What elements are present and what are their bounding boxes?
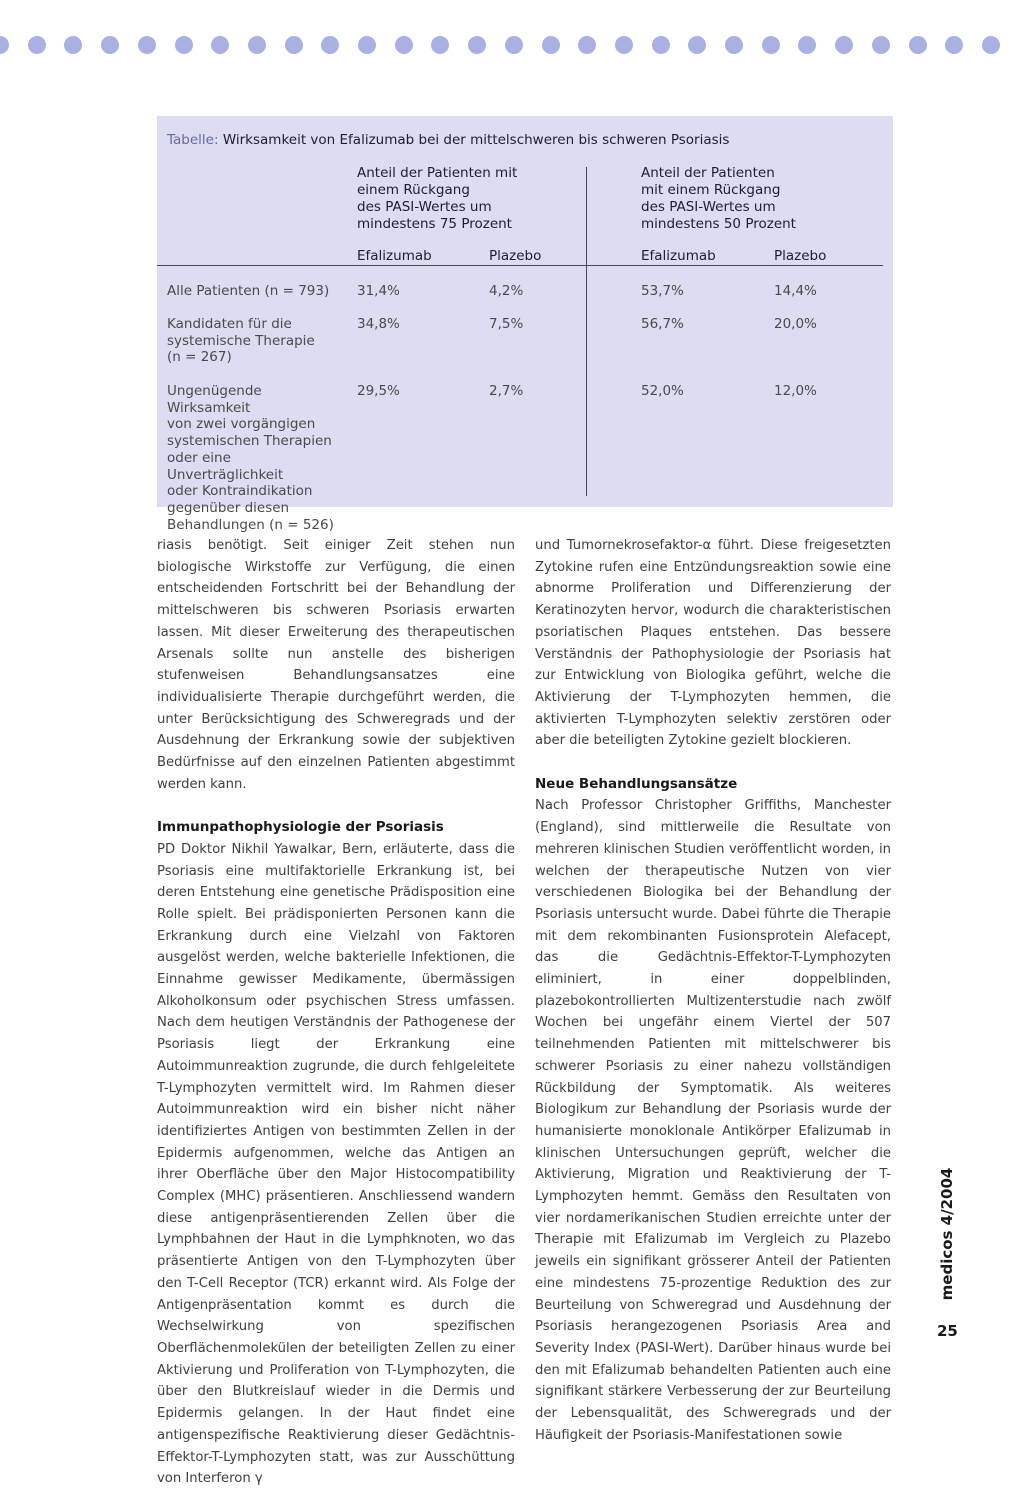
article-column-left: [157, 535, 515, 1490]
decorative-dot: [211, 36, 229, 54]
journal-issue-text: medicos 4/2004: [938, 1167, 956, 1301]
cell-value: 34,8%: [357, 316, 400, 332]
cell-value: 14,4%: [774, 283, 817, 299]
subheader-efalizumab-50: Efalizumab: [641, 248, 716, 264]
row-label-insufficient-efficacy: [167, 383, 347, 533]
group-header-line: des PASI-Wertes um: [641, 199, 776, 215]
group-header-pasi50: [641, 165, 796, 233]
subheader-plazebo-75: Plazebo: [489, 248, 542, 264]
decorative-dot: [542, 36, 560, 54]
decorative-dot: [725, 36, 743, 54]
group-header-line: mindestens 50 Prozent: [641, 216, 796, 232]
table-caption-label: Tabelle:: [167, 132, 219, 148]
row-label-line: gegenüber diesen: [167, 499, 290, 516]
decorative-dot: [321, 36, 339, 54]
decorative-dot: [652, 36, 670, 54]
group-header-line: Anteil der Patienten mit: [357, 165, 518, 181]
cell-value: 7,5%: [489, 316, 524, 332]
decorative-dot: [101, 36, 119, 54]
decorative-dot: [615, 36, 633, 54]
article-column-right: [535, 535, 891, 1447]
row-label-line: Ungenügende Wirksamkeit: [167, 383, 262, 416]
row-label-line: Behandlungen (n = 526): [167, 516, 334, 533]
group-header-line: des PASI-Wertes um: [357, 199, 492, 215]
cell-value: 2,7%: [489, 383, 524, 399]
decorative-dot: [0, 36, 9, 54]
decorative-dot: [872, 36, 890, 54]
row-label-line: systemischen Therapien: [167, 433, 332, 450]
journal-issue-label: [932, 1168, 962, 1300]
cell-value: 29,5%: [357, 383, 400, 399]
group-header-line: mindestens 75 Prozent: [357, 216, 512, 232]
cell-value: 31,4%: [357, 283, 400, 299]
row-label-all-patients: [167, 283, 347, 300]
decorative-dot: [248, 36, 266, 54]
cell-value: 20,0%: [774, 316, 817, 332]
efficacy-table: [157, 116, 893, 533]
subheader-plazebo-50: Plazebo: [774, 248, 827, 264]
decorative-dot: [909, 36, 927, 54]
decorative-dot: [175, 36, 193, 54]
paragraph: PD Doktor Nikhil Yawalkar, Bern, erläuterte, dass die Psoriasis eine multifaktorielle Erkrankung ist, bei deren Entstehung eine genetische Prädisposition eine Rolle spielt. Bei prädisponierten Personen kann die Erkrankung durch eine Vielzahl von Faktoren ausgelöst werden, welche bakterielle Infektionen, die Einnahme gewisser Medikamente, übermässigen Alkoholkonsum oder psychischen Stress umfassen. Nach dem heutigen Verständnis der Pathogenese der Psoriasis liegt der Erkrankung eine Autoimmunreaktion zugrunde, die durch fehlgeleitete T-Lymphozyten vermittelt wird. Im Rahmen dieser Autoimmunreaktion wird ein bisher nicht näher identifiziertes Antigen von bestimmten Zellen in der Epidermis aufgenommen, welche das Antigen an ihrer Oberfläche über den Major Histocompatibility Complex (MHC) präsentieren. Anschliessend wandern diese antigenpräsentierenden Zellen über die Lymphbahnen der Haut in die Lymphknoten, wo das präsentierte Antigen von den T-Lymphozyten über den T-Cell Receptor (TCR) erkannt wird. Als Folge der Antigenpräsentation kommt es durch die Wechselwirkung von spezifischen Oberflächenmolekülen der beteiligten Zellen zu einer Aktivierung und Proliferation von T-Lymphozyten, die über den Blutkreislauf wieder in die Dermis und Epidermis gelangen. In der Haut findet eine antigenspezifische Reaktivierung dieser Gedächtnis-Effektor-T-Lymphozyten statt, was zur Ausschüttung von Interferon γ: [157, 841, 515, 1487]
decorative-dot: [431, 36, 449, 54]
table-divider-vertical: [586, 167, 587, 496]
row-label-line: Kandidaten für die: [167, 316, 292, 332]
decorative-dot: [138, 36, 156, 54]
section-heading: Immunpathophysiologie der Psoriasis: [157, 819, 444, 836]
row-label-line: (n = 267): [167, 349, 232, 366]
page-number: 25: [937, 1322, 958, 1340]
paragraph: und Tumornekrosefaktor-α führt. Diese freigesetzten Zytokine rufen eine Entzündungsreaktion sowie eine abnorme Proliferation und Differenzierung der Keratinozyten hervor, wodurch die charakteristischen psoriatischen Plaques entstehen. Das bessere Verständnis der Pathophysiologie der Psoriasis hat zur Entwicklung von Biologika geführt, welche die Aktivierung der T-Lymphozyten hemmen, die aktivierten T-Lymphozyten selektiv zerstören oder aber die beteiligten Zytokine gezielt blockieren.: [535, 538, 891, 749]
subheader-efalizumab-75: Efalizumab: [357, 248, 432, 264]
group-header-line: Anteil der Patienten: [641, 165, 775, 181]
row-label-line: oder eine Unverträglichkeit: [167, 449, 284, 483]
table-caption-title: Wirksamkeit von Efalizumab bei der mittelschweren bis schweren Psoriasis: [222, 132, 730, 148]
decorative-dot: [505, 36, 523, 54]
decorative-dot: [468, 36, 486, 54]
decorative-dot-row: [0, 36, 1024, 56]
cell-value: 12,0%: [774, 383, 817, 399]
cell-value: 56,7%: [641, 316, 684, 332]
decorative-dot: [395, 36, 413, 54]
paragraph: Nach Professor Christopher Griffiths, Manchester (England), sind mittlerweile die Resultate von mehreren klinischen Studien veröffentlicht worden, in welchen der therapeutische Nutzen von vier verschiedenen Biologika bei der Behandlung der Psoriasis untersucht wurde. Dabei führte die Therapie mit dem rekombinanten Fusionsprotein Alefacept, das die Gedächtnis-Effektor-T-Lymphozyten eliminiert, in einer doppelblinden, plazebokontrollierten Multizenterstudie nach zwölf Wochen bei ungefähr einem Viertel der 507 teilnehmenden Patienten mit mittelschwerer bis schwerer Psoriasis zu einer nahezu vollständigen Rückbildung der Symptomatik. Als weiteres Biologikum zur Behandlung der Psoriasis wurde der humanisierte monoklonale Antikörper Efalizumab in klinischen Untersuchungen geprüft, welcher die Aktivierung, Migration und Reaktivierung der T-Lymphozyten hemmt. Gemäss den Resultaten von vier nordamerikanischen Studien erreichte unter der Therapie mit Efalizumab im Vergleich zu Plazebo jeweils ein signifikant grösserer Anteil der Patienten eine mindestens 75-prozentige Reduktion des zur Beurteilung von Schweregrad und Ausdehnung der Psoriasis herangezogenen Psoriasis Area and Severity Index (PASI-Wert). Darüber hinaus wurde bei den mit Efalizumab behandelten Patienten auch eine signifikant stärkere Verbesserung der zur Beurteilung der Lebensqualität, des Schweregrads und der Häufigkeit der Psoriasis-Manifestationen sowie: [535, 798, 891, 1443]
row-label-line: Alle Patienten (n = 793): [167, 283, 330, 299]
row-label-line: systemische Therapie: [167, 332, 315, 349]
row-label-systemic-candidates: [167, 316, 347, 366]
decorative-dot: [945, 36, 963, 54]
cell-value: 53,7%: [641, 283, 684, 299]
decorative-dot: [762, 36, 780, 54]
decorative-dot: [798, 36, 816, 54]
section-heading: Neue Behandlungsansätze: [535, 775, 738, 792]
table-caption: [167, 132, 729, 148]
paragraph: riasis benötigt. Seit einiger Zeit stehen nun biologische Wirkstoffe zur Verfügung, die einen entscheidenden Fortschritt bei der Behandlung der mittelschweren bis schweren Psoriasis erwarten lassen. Mit dieser Erweiterung des therapeutischen Arsenals sollte nun anstelle des bisherigen stufenweisen Behandlungsansatzes eine individualisierte Therapie durchgeführt werden, die unter Berücksichtigung des Schweregrads und der Ausdehnung der Erkrankung sowie der subjektiven Bedürfnisse auf den einzelnen Patienten abgestimmt werden kann.: [157, 538, 515, 792]
decorative-dot: [358, 36, 376, 54]
cell-value: 4,2%: [489, 283, 524, 299]
decorative-dot: [688, 36, 706, 54]
decorative-dot: [64, 36, 82, 54]
decorative-dot: [835, 36, 853, 54]
decorative-dot: [28, 36, 46, 54]
group-header-pasi75: [357, 165, 517, 233]
decorative-dot: [285, 36, 303, 54]
row-label-line: von zwei vorgängigen: [167, 416, 316, 433]
group-header-line: mit einem Rückgang: [641, 182, 781, 198]
decorative-dot: [578, 36, 596, 54]
row-label-line: oder Kontraindikation: [167, 483, 313, 500]
table-divider-horizontal: [157, 265, 883, 266]
cell-value: 52,0%: [641, 383, 684, 399]
decorative-dot: [982, 36, 1000, 54]
group-header-line: einem Rückgang: [357, 182, 470, 198]
